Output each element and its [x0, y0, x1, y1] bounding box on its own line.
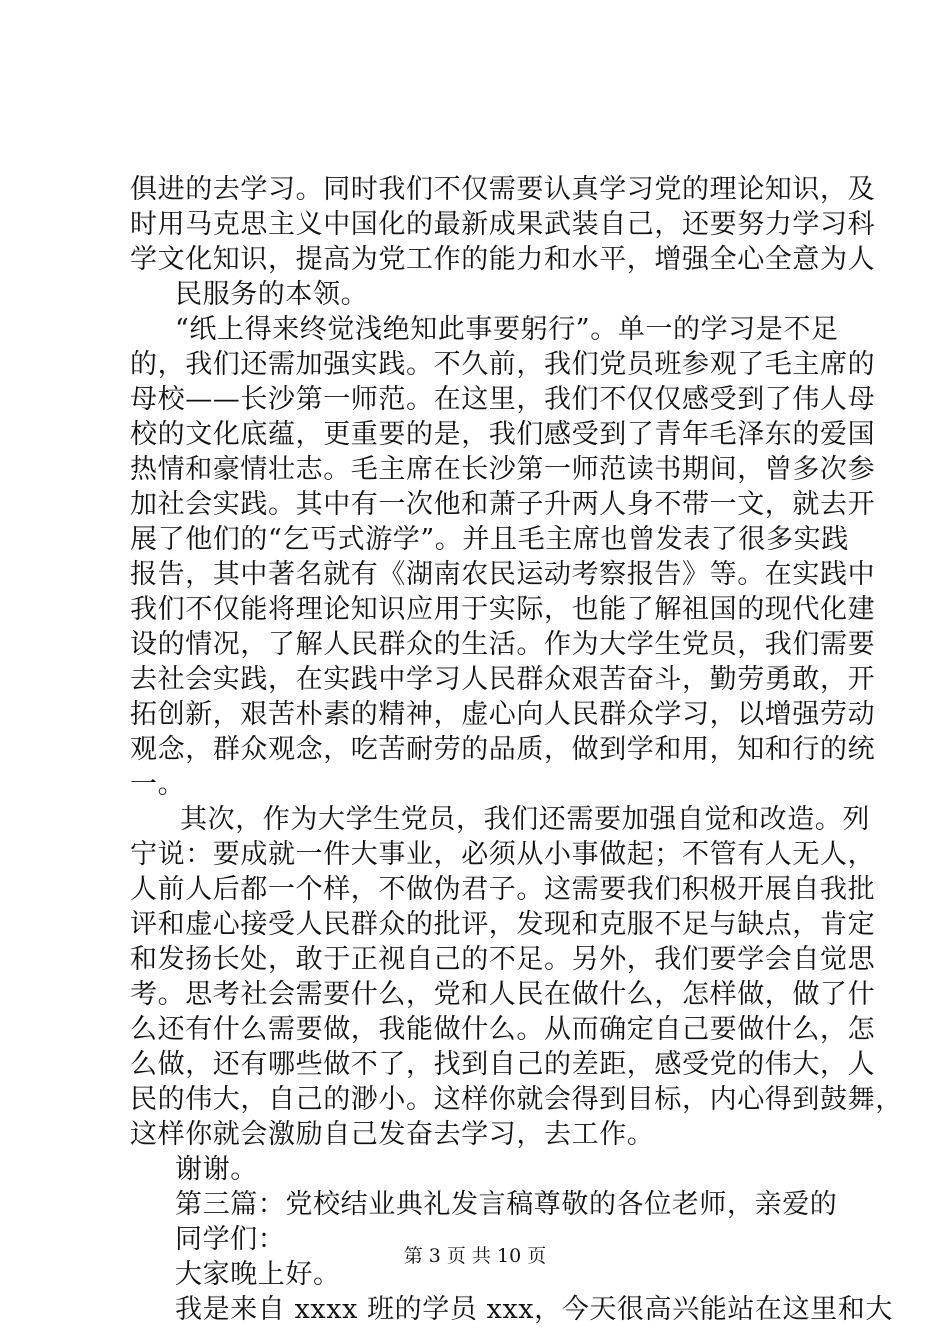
text-line: 的，我们还需加强实践。不久前，我们党员班参观了毛主席的 — [130, 349, 876, 380]
text-line: 俱进的去学习。同时我们不仅需要认真学习党的理论知识，及 — [130, 174, 876, 205]
text-line: 我是来自 xxxx 班的学员 xxx，今天很高兴能站在这里和大 — [175, 1294, 893, 1325]
text-line: 谢谢。 — [175, 1154, 258, 1185]
text-line: 热情和豪情壮志。毛主席在长沙第一师范读书期间，曾多次参 — [130, 454, 876, 485]
body-text — [130, 172, 903, 1327]
text-line: “纸上得来终觉浅绝知此事要躬行”。单一的学习是不足 — [175, 314, 839, 345]
text-line: 母校——长沙第一师范。在这里，我们不仅仅感受到了伟人母 — [130, 384, 876, 415]
text-line: 大家晚上好。 — [175, 1259, 341, 1290]
text-line: 这样你就会激励自己发奋去学习，去工作。 — [130, 1119, 655, 1150]
text-line: 学文化知识，提高为党工作的能力和水平，增强全心全意为人 — [130, 244, 876, 275]
text-line: 去社会实践，在实践中学习人民群众艰苦奋斗，勤劳勇敢，开 — [130, 664, 876, 695]
text-line: 同学们： — [175, 1224, 286, 1255]
page-footer: 第 3 页 共 10 页 — [403, 1245, 547, 1267]
text-line: 展了他们的“乞丐式游学”。并且毛主席也曾发表了很多实践 — [130, 524, 849, 555]
text-line: 宁说：要成就一件大事业，必须从小事做起；不管有人无人， — [130, 839, 876, 870]
text-line: 校的文化底蕴，更重要的是，我们感受到了青年毛泽东的爱国 — [130, 419, 876, 450]
text-line: 么做，还有哪些做不了，找到自己的差距，感受党的伟大，人 — [130, 1049, 876, 1080]
text-line: 第三篇：党校结业典礼发言稿尊敬的各位老师，亲爱的 — [175, 1189, 838, 1220]
text-line: 和发扬长处，敢于正视自己的不足。另外，我们要学会自觉思 — [130, 944, 876, 975]
text-line: 么还有什么需要做，我能做什么。从而确定自己要做什么，怎 — [130, 1014, 876, 1045]
text-line: 观念，群众观念，吃苦耐劳的品质，做到学和用，知和行的统 — [130, 734, 876, 765]
text-line: 考。思考社会需要什么，党和人民在做什么，怎样做，做了什 — [130, 979, 876, 1010]
text-line: 民的伟大，自己的渺小。这样你就会得到目标，内心得到鼓舞， — [130, 1084, 903, 1115]
text-line: 时用马克思主义中国化的最新成果武装自己，还要努力学习科 — [130, 209, 876, 240]
text-line: 我们不仅能将理论知识应用于实际，也能了解祖国的现代化建 — [130, 594, 876, 625]
text-line: 其次，作为大学生党员，我们还需要加强自觉和改造。列 — [180, 804, 870, 835]
text-line: 评和虚心接受人民群众的批评，发现和克服不足与缺点，肯定 — [130, 909, 876, 940]
text-line: 设的情况，了解人民群众的生活。作为大学生党员，我们需要 — [130, 629, 876, 660]
text-line: 拓创新，艰苦朴素的精神，虚心向人民群众学习，以增强劳动 — [130, 699, 876, 730]
text-line: 民服务的本领。 — [175, 279, 369, 310]
text-line: 报告，其中著名就有《湖南农民运动考察报告》等。在实践中 — [130, 559, 876, 590]
text-line: 加社会实践。其中有一次他和萧子升两人身不带一文，就去开 — [130, 489, 876, 520]
text-line: 人前人后都一个样，不做伪君子。这需要我们积极开展自我批 — [130, 874, 876, 905]
text-line: 一。 — [130, 769, 186, 800]
